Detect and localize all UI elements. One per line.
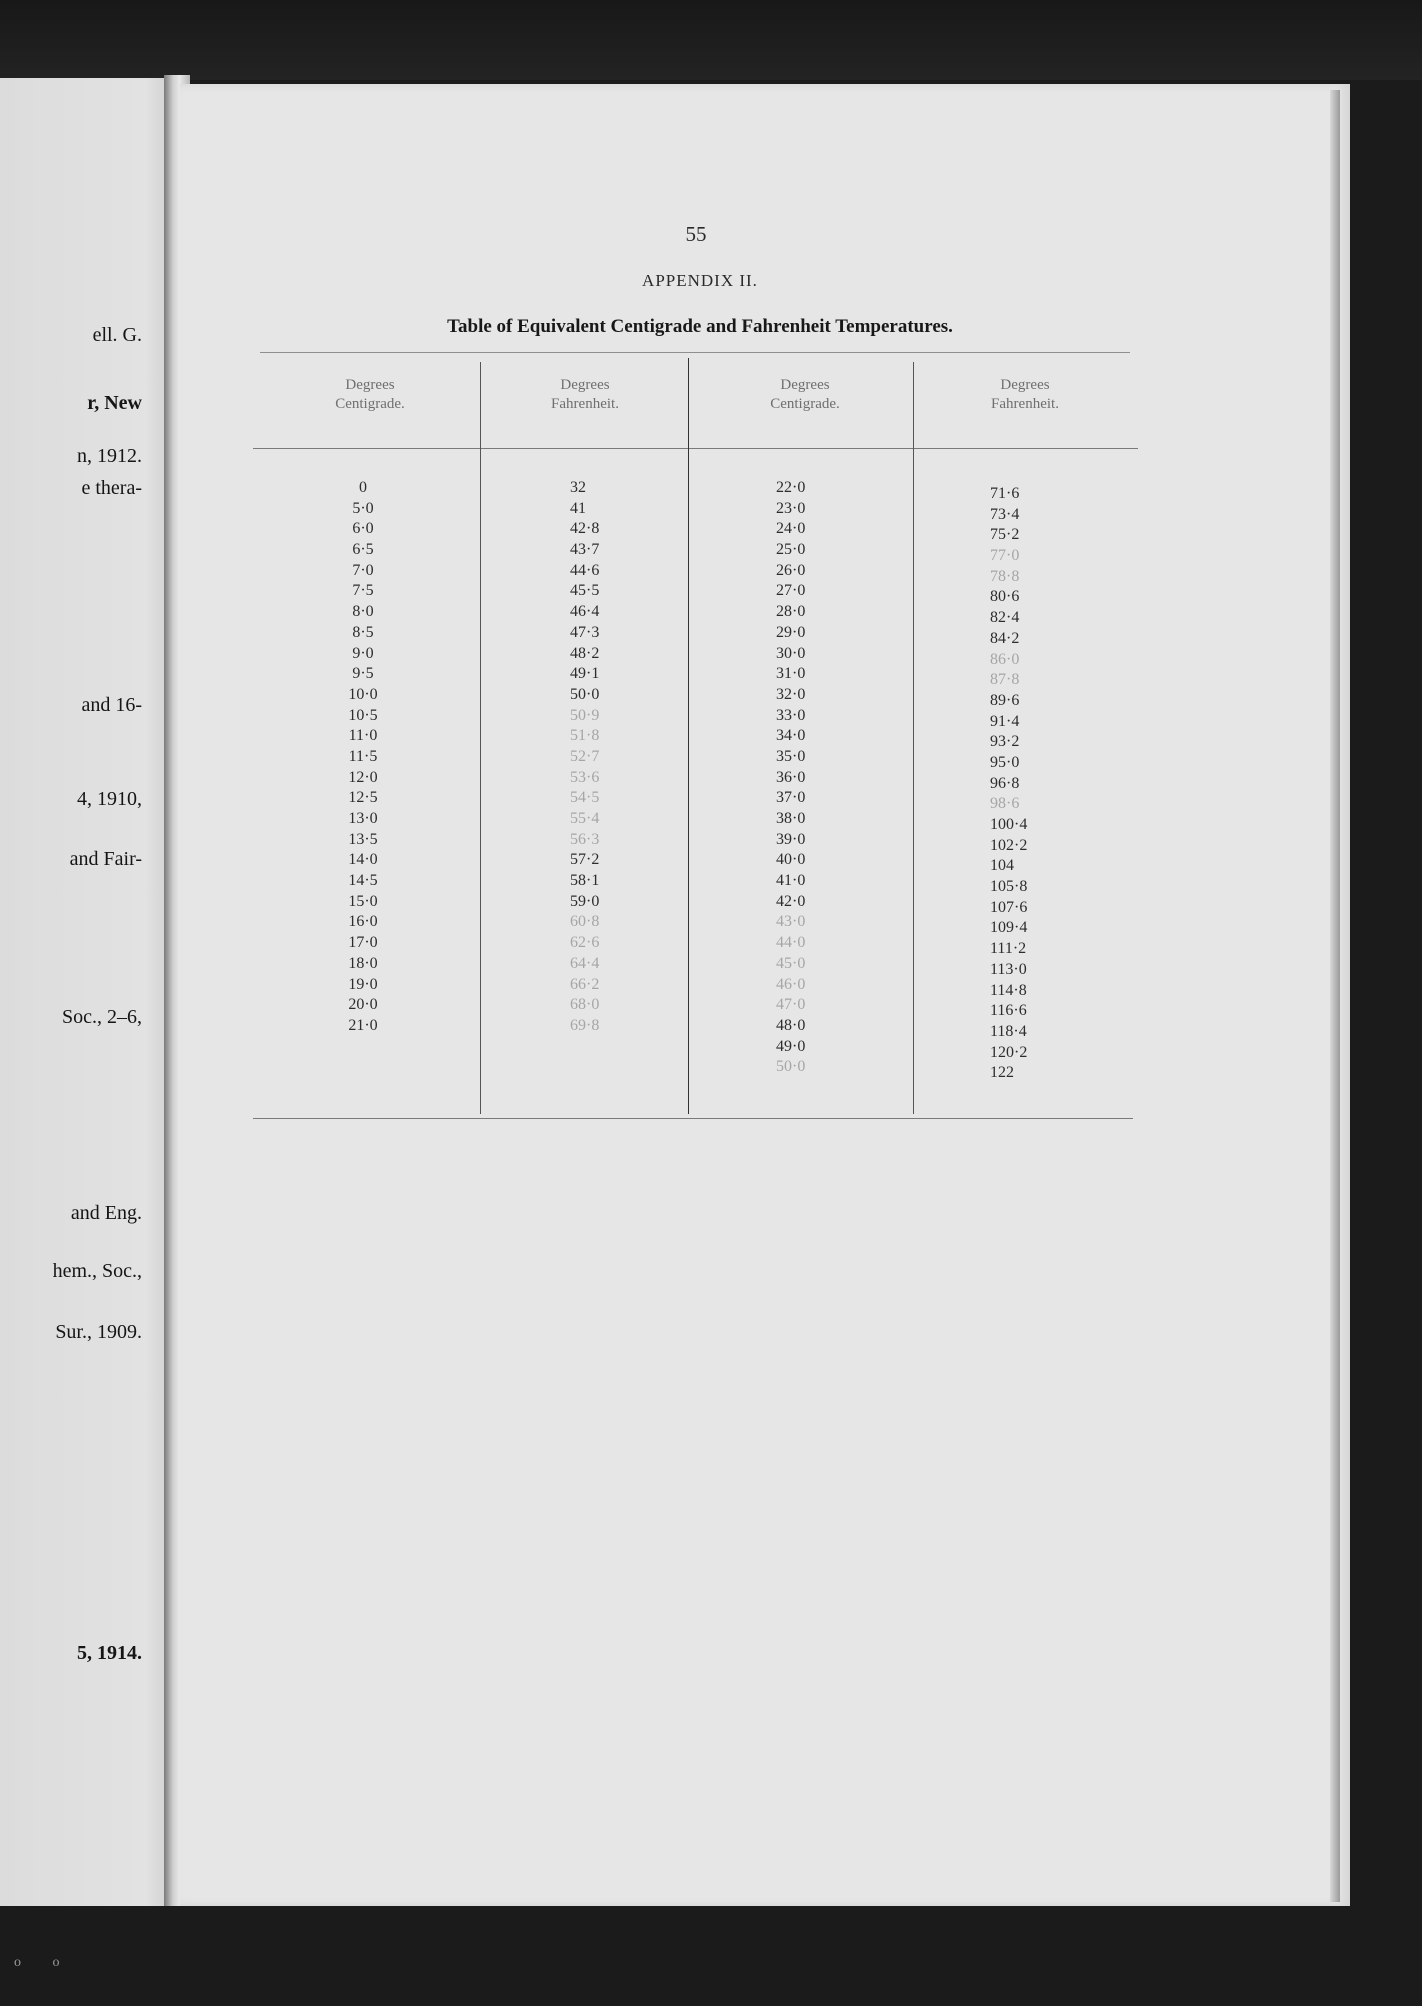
header-line: Centigrade.: [770, 396, 840, 412]
header-line: Degrees: [560, 377, 610, 393]
table-cell: 10·5: [348, 706, 378, 724]
table-cell: 69·8: [570, 1016, 600, 1034]
table-cell: 11·5: [348, 747, 378, 765]
table-cell: 78·8: [990, 567, 1020, 585]
table-cell: 54·5: [570, 789, 600, 807]
table-cell: 49·0: [776, 1037, 806, 1055]
table-cell: 13·5: [348, 830, 378, 848]
table-cell: 66·2: [570, 975, 600, 993]
table-top-rule: [260, 352, 1130, 353]
column-fahrenheit-1: [570, 478, 660, 1037]
table-cell: 107·6: [990, 898, 1028, 916]
left-page-text-fragment: 4, 1910,: [77, 788, 142, 810]
page-edge: [1330, 90, 1340, 1902]
table-bottom-rule: [253, 1118, 1133, 1119]
header-line: Fahrenheit.: [991, 396, 1059, 412]
table-cell: 8·5: [352, 623, 374, 641]
table-cell: 116·6: [990, 1002, 1027, 1020]
table-cell: 27·0: [776, 582, 806, 600]
table-cell: 35·0: [776, 747, 806, 765]
table-cell: 58·1: [570, 872, 600, 890]
table-cell: 104: [990, 857, 1014, 875]
scanner-top-band: [0, 0, 1422, 80]
table-cell: 14·5: [348, 872, 378, 890]
table-cell: 59·0: [570, 892, 600, 910]
table-cell: 95·0: [990, 753, 1020, 771]
table-cell: 60·8: [570, 913, 600, 931]
table-cell: 30·0: [776, 644, 806, 662]
table-cell: 86·0: [990, 650, 1020, 668]
table-cell: 46·4: [570, 603, 600, 621]
table-cell: 122: [990, 1064, 1014, 1082]
table-cell: 105·8: [990, 878, 1028, 896]
table-cell: 77·0: [990, 547, 1020, 565]
header-line: Degrees: [1000, 377, 1050, 393]
table-cell: 21·0: [348, 1016, 378, 1034]
header-centigrade-2: [705, 376, 905, 414]
left-page-text-fragment: Soc., 2–6,: [62, 1006, 142, 1028]
bottom-marks: ο ο: [14, 1955, 74, 1970]
table-cell: 7·0: [352, 561, 374, 579]
table-cell: 13·0: [348, 810, 378, 827]
table-cell: 23·0: [776, 499, 806, 517]
column-centigrade-1: [318, 478, 408, 1037]
table-cell: 43·0: [776, 913, 806, 931]
table-cell: 42·8: [570, 520, 600, 538]
table-cell: 6·5: [352, 541, 374, 559]
table-cell: 7·5: [352, 582, 374, 600]
table-cell: 56·3: [570, 830, 600, 848]
table-cell: 49·1: [570, 665, 600, 683]
table-cell: 11·0: [348, 727, 378, 745]
table-cell: 44·0: [776, 934, 806, 952]
column-divider-2: [688, 358, 689, 1114]
table-cell: 93·2: [990, 733, 1020, 751]
table-cell: 15·0: [348, 892, 378, 910]
table-cell: 73·4: [990, 505, 1020, 523]
left-page-text-fragment: hem., Soc.,: [52, 1260, 142, 1282]
table-cell: 96·8: [990, 774, 1020, 792]
table-cell: 41: [570, 499, 586, 517]
table-cell: 52·7: [570, 747, 600, 765]
table-cell: 8·0: [352, 603, 374, 621]
table-cell: 9·0: [352, 644, 374, 662]
left-page-text-fragment: e thera-: [81, 477, 142, 499]
left-page-text-fragment: n, 1912.: [77, 445, 142, 467]
table-cell: 37·0: [776, 789, 806, 807]
table-cell: 41·0: [776, 872, 806, 890]
table-cell: 31·0: [776, 665, 806, 683]
table-cell: 32: [570, 479, 586, 496]
header-line: Centigrade.: [335, 396, 405, 412]
table-cell: 42·0: [776, 892, 806, 910]
header-fahrenheit-2: [930, 376, 1120, 414]
table-cell: 32·0: [776, 685, 806, 703]
table-cell: 10·0: [348, 685, 378, 703]
table-cell: 75·2: [990, 526, 1020, 544]
table-cell: 45·5: [570, 582, 600, 600]
header-fahrenheit-1: [490, 376, 680, 414]
table-cell: 102·2: [990, 836, 1028, 854]
table-cell: 29·0: [776, 623, 806, 641]
table-cell: 120·2: [990, 1043, 1028, 1061]
table-cell: 91·4: [990, 712, 1020, 730]
table-cell: 48·2: [570, 644, 600, 662]
table-cell: 12·5: [348, 789, 378, 807]
header-centigrade-1: [275, 376, 465, 414]
table-cell: 84·2: [990, 629, 1020, 647]
table-cell: 18·0: [348, 954, 378, 972]
left-page-text-fragment: r, New: [87, 392, 142, 414]
table-cell: 47·0: [776, 996, 806, 1014]
table-cell: 82·4: [990, 609, 1020, 627]
left-page-text-fragment: and Eng.: [70, 1202, 142, 1224]
column-divider-3: [913, 362, 914, 1114]
header-line: Fahrenheit.: [551, 396, 619, 412]
table-cell: 22·0: [776, 479, 806, 496]
table-cell: 100·4: [990, 816, 1028, 833]
left-page-text-fragment: Sur., 1909.: [55, 1321, 142, 1343]
table-cell: 43·7: [570, 541, 600, 559]
table-cell: 64·4: [570, 954, 600, 972]
table-cell: 20·0: [348, 996, 378, 1014]
table-cell: 25·0: [776, 541, 806, 559]
column-centigrade-2: [776, 478, 866, 1078]
page-number: 55: [685, 222, 707, 246]
table-cell: 39·0: [776, 830, 806, 848]
table-cell: 36·0: [776, 768, 806, 786]
header-rule: [253, 448, 1138, 449]
table-cell: 46·0: [776, 975, 806, 993]
table-cell: 19·0: [348, 975, 378, 993]
table-cell: 12·0: [348, 768, 378, 786]
table-cell: 57·2: [570, 851, 600, 869]
table-cell: 44·6: [570, 561, 600, 579]
table-cell: 47·3: [570, 623, 600, 641]
table-cell: 80·6: [990, 588, 1020, 606]
left-page-text-fragment: ell. G.: [92, 324, 142, 346]
column-fahrenheit-2: [990, 484, 1080, 1084]
table-cell: 50·0: [570, 685, 600, 703]
table-cell: 48·0: [776, 1016, 806, 1034]
table-cell: 98·6: [990, 795, 1020, 813]
table-cell: 6·0: [352, 520, 374, 538]
table-cell: 40·0: [776, 851, 806, 869]
column-divider-1: [480, 362, 481, 1114]
table-cell: 50·0: [776, 1058, 806, 1076]
table-cell: 16·0: [348, 913, 378, 931]
table-cell: 5·0: [352, 499, 374, 517]
table-cell: 38·0: [776, 810, 806, 827]
table-cell: 17·0: [348, 934, 378, 952]
table-cell: 28·0: [776, 603, 806, 621]
table-cell: 55·4: [570, 810, 600, 827]
table-cell: 62·6: [570, 934, 600, 952]
left-page-text-fragment: and Fair-: [69, 848, 142, 870]
table-cell: 109·4: [990, 919, 1028, 937]
left-page-text-fragment: 5, 1914.: [77, 1642, 142, 1664]
table-cell: 118·4: [990, 1022, 1027, 1040]
header-line: Degrees: [780, 377, 830, 393]
table-cell: 68·0: [570, 996, 600, 1014]
left-page-text-fragment: and 16-: [81, 694, 142, 716]
left-page: [0, 78, 182, 1928]
table-cell: 33·0: [776, 706, 806, 724]
table-cell: 53·6: [570, 768, 600, 786]
table-cell: 111·2: [990, 940, 1027, 958]
table-cell: 34·0: [776, 727, 806, 745]
table-cell: 87·8: [990, 671, 1020, 689]
appendix-heading: APPENDIX II.: [642, 271, 758, 290]
table-cell: 26·0: [776, 561, 806, 579]
table-cell: 14·0: [348, 851, 378, 869]
table-cell: 114·8: [990, 981, 1027, 999]
table-cell: 24·0: [776, 520, 806, 538]
table-cell: 113·0: [990, 960, 1027, 978]
table-cell: 50·9: [570, 706, 600, 724]
table-cell: 71·6: [990, 485, 1020, 502]
table-cell: 51·8: [570, 727, 600, 745]
table-cell: 45·0: [776, 954, 806, 972]
table-cell: 89·6: [990, 691, 1020, 709]
header-line: Degrees: [345, 377, 395, 393]
scanner-bottom-band: [0, 1906, 1422, 2006]
table-cell: 0: [359, 479, 367, 496]
table-title: Table of Equivalent Centigrade and Fahrenheit Temperatures.: [447, 316, 953, 337]
table-cell: 9·5: [352, 665, 374, 683]
